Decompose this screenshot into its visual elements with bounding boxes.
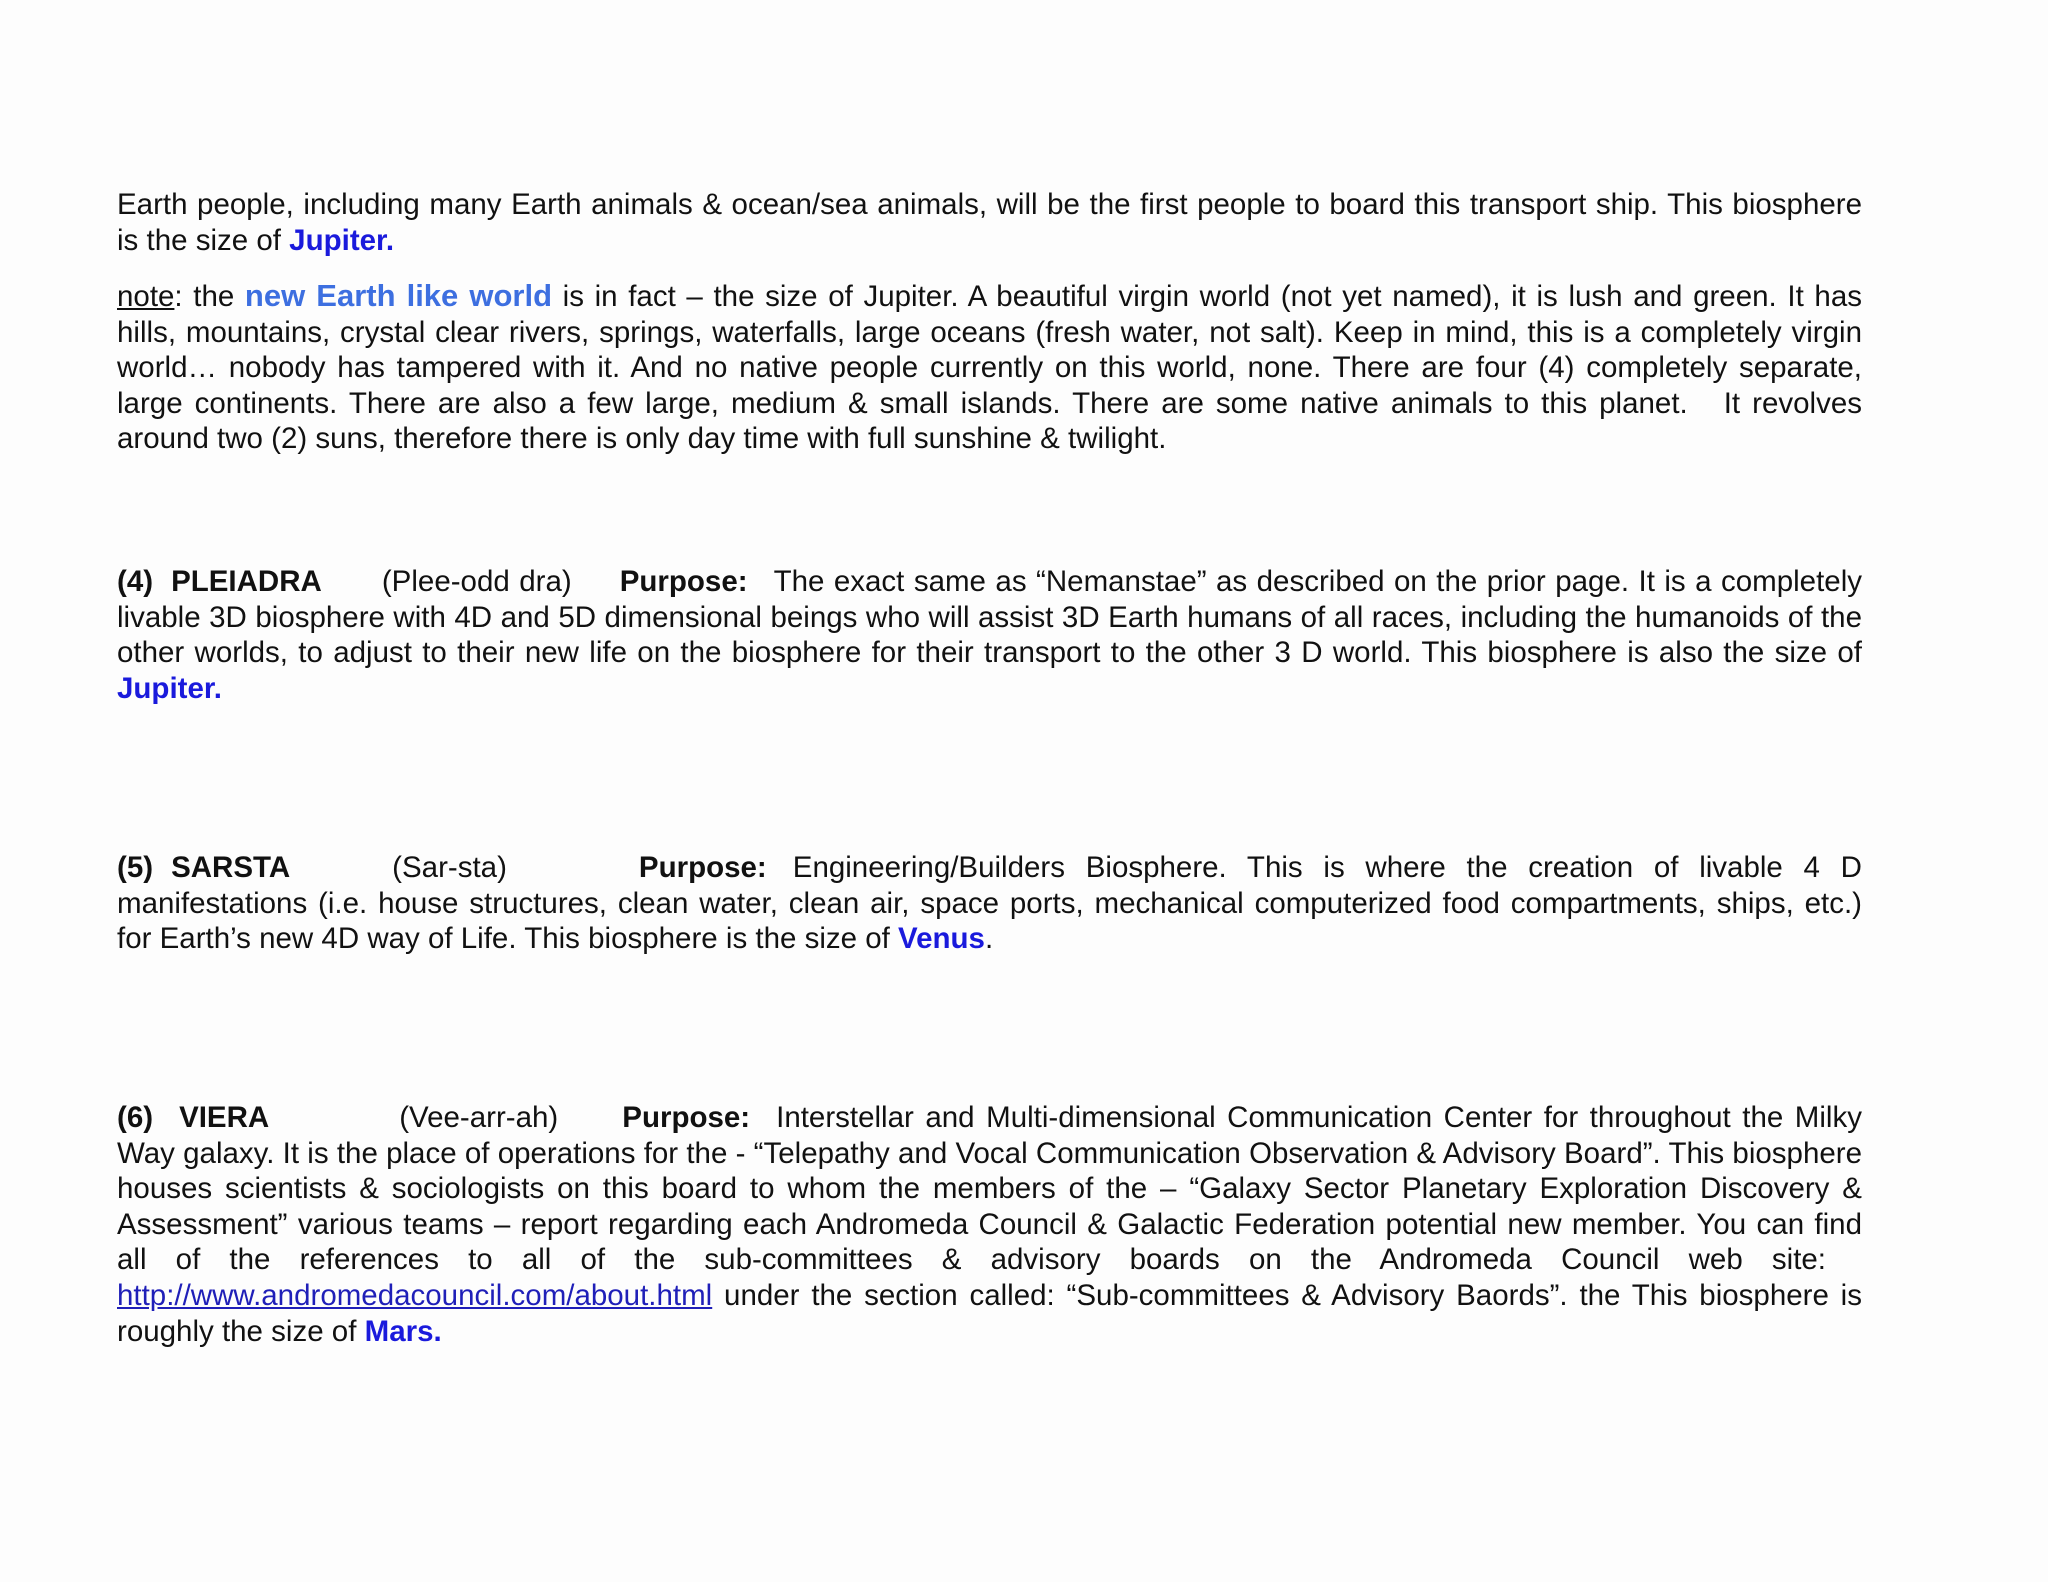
sarsta-trailing: . [984, 922, 994, 956]
sarsta-name: SARSTA [171, 851, 291, 884]
planet-jupiter: Jupiter. [117, 671, 222, 705]
note-text-end: It revolves around two (2) suns, therefore there is only day time with full sunshine & twilight. [117, 386, 1863, 456]
section-sarsta [117, 850, 1862, 957]
pleiadra-purpose-label: Purpose: [619, 565, 748, 598]
pleiadra-number: (4) [117, 565, 154, 598]
viera-pronunciation: (Vee-arr-ah) [399, 1101, 559, 1134]
viera-text-after-link: under the section called: “Sub-committees & Advisory Baords”. the This biosphere is roughly the size of [117, 1278, 1862, 1348]
note-lead: : the [174, 280, 245, 313]
andromeda-council-link[interactable]: http://www.andromedacouncil.com/about.html [117, 1278, 713, 1312]
paragraph-transport-ship [117, 187, 1862, 258]
sarsta-purpose-label: Purpose: [638, 851, 767, 884]
planet-venus: Venus [898, 922, 985, 956]
pleiadra-text: The exact same as “Nemanstae” as described on the prior page. It is a completely livable 3D biosphere with 4D and 5D dimensional beings who will assist 3D Earth humans of all races, including the humanoids of the other worlds, to adjust to their new life on the biosphere for their transport to the other 3 D world. This biosphere is also the size of [117, 565, 1862, 670]
paragraph-text: Earth people, including many Earth animals & ocean/sea animals, will be the first people to board this transport ship. This biosphere is the size of [117, 188, 1862, 257]
note-label: note [117, 280, 175, 313]
planet-mars: Mars. [364, 1314, 442, 1348]
viera-purpose-label: Purpose: [622, 1101, 751, 1134]
paragraph-note [117, 278, 1862, 457]
section-viera [117, 1100, 1862, 1349]
sarsta-pronunciation: (Sar-sta) [392, 851, 507, 884]
sarsta-number: (5) [117, 851, 154, 884]
viera-text: Interstellar and Multi-dimensional Communication Center for throughout the Milky Way galaxy. It is the place of operations for the - “Telepathy and Vocal Communication Observation & Advisory Board”. This biosphere houses scientists & sociologists on this board to whom the members of the – “Galaxy Sector Planetary Exploration Discovery & Assessment” various teams – report regarding each Andromeda Council & Galactic Federation potential new member. You can find all of the references to all of the sub-committees & advisory boards on the Andromeda Council web site: [117, 1101, 1862, 1277]
pleiadra-pronunciation: (Plee-odd dra) [381, 565, 572, 598]
new-earth-highlight: new Earth like world [244, 278, 553, 313]
pleiadra-name: PLEIADRA [171, 565, 322, 598]
section-pleiadra [117, 564, 1862, 706]
note-text: is in fact – the size of Jupiter. A beautiful virgin world (not yet named), it is lush and green. It has hills, mountains, crystal clear rivers, springs, waterfalls, large oceans (fresh water, not salt). Keep in mind, this is a completely virgin world… nobody has tampered with it. And no native people currently on this world, none. There are four (4) completely separate, large continents. There are also a few large, medium & small islands. There are some native animals to this planet. [117, 280, 1862, 420]
sarsta-text: Engineering/Builders Biosphere. This is where the creation of livable 4 D manifestations (i.e. house structures, clean water, clean air, space ports, mechanical computerized food compartments, ships, etc.) for Earth’s new 4D way of Life. This biosphere is the size of [117, 851, 1862, 956]
planet-jupiter: Jupiter. [289, 223, 395, 257]
viera-name: VIERA [179, 1101, 270, 1134]
viera-number: (6) [117, 1101, 154, 1134]
